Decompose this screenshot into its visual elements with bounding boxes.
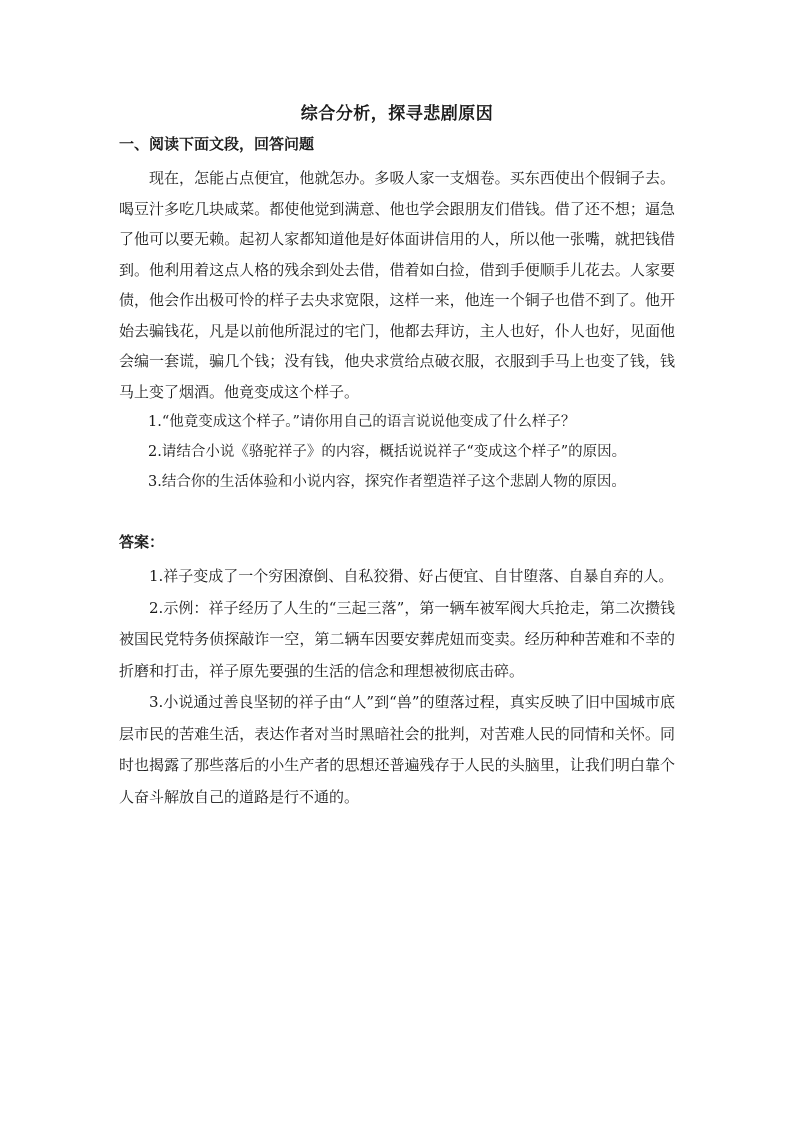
spacer bbox=[119, 497, 675, 527]
reading-passage: 现在，怎能占点便宜，他就怎办。多吸人家一支烟卷。买东西使出个假铜子去。喝豆汁多吃几块咸菜。都使他觉到满意、他也学会跟朋友们借钱。借了还不想；逼急了他可以要无赖。起初人家都知道他是好体面讲信用的人，所以他一张嘴，就把钱借到。他利用着这点人格的残余到处去借，借着如白捡，借到手便顺手儿花去。人家要债，他会作出极可怜的样子去央求宽限，这样一来，他连一个铜子也借不到了。他开始去骗钱花，凡是以前他所混过的宅门，他都去拜访，主人也好，仆人也好，见面他会编一套谎，骗几个钱；没有钱，他央求赏给点破衣服，衣服到手马上也变了钱，钱马上变了烟酒。他竟变成这个样子。 bbox=[119, 169, 675, 401]
answer-heading: 答案： bbox=[119, 533, 165, 551]
answer-1: 1.祥子变成了一个穷困潦倒、自私狡猾、好占便宜、自甘堕落、自暴自弃的人。 bbox=[149, 567, 674, 585]
document-content bbox=[119, 100, 675, 813]
answer-3: 3.小说通过善良坚韧的祥子由“人”到“兽”的堕落过程，真实反映了旧中国城市底层市民的苦难生活，表达作者对当时黑暗社会的批判，对苦难人民的同情和关怀。同时也揭露了那些落后的小生产者的思想还普遍残存于人民的头脑里，让我们明白靠个人奋斗解放自己的道路是行不通的。 bbox=[119, 693, 675, 806]
answer-2: 2.示例：祥子经历了人生的“三起三落”，第一辆车被军阀大兵抢走，第二次攒钱被国民党特务侦探敲诈一空，第二辆车因要安葬虎妞而变卖。经历种种苦难和不幸的折磨和打击，祥子原先要强的生活的信念和理想被彻底击碎。 bbox=[119, 598, 675, 680]
document-title: 综合分析，探寻悲剧原因 bbox=[300, 104, 494, 124]
question-3: 3.结合你的生活体验和小说内容，探究作者塑造祥子这个悲剧人物的原因。 bbox=[148, 474, 626, 490]
section-heading: 一、阅读下面文段，回答问题 bbox=[119, 135, 315, 153]
question-2: 2.请结合小说《骆驼祥子》的内容，概括说说祥子“变成这个样子”的原因。 bbox=[148, 444, 627, 460]
question-1: 1.“他竟变成这个样子。”请你用自己的语言说说他变成了什么样子？ bbox=[148, 414, 576, 430]
